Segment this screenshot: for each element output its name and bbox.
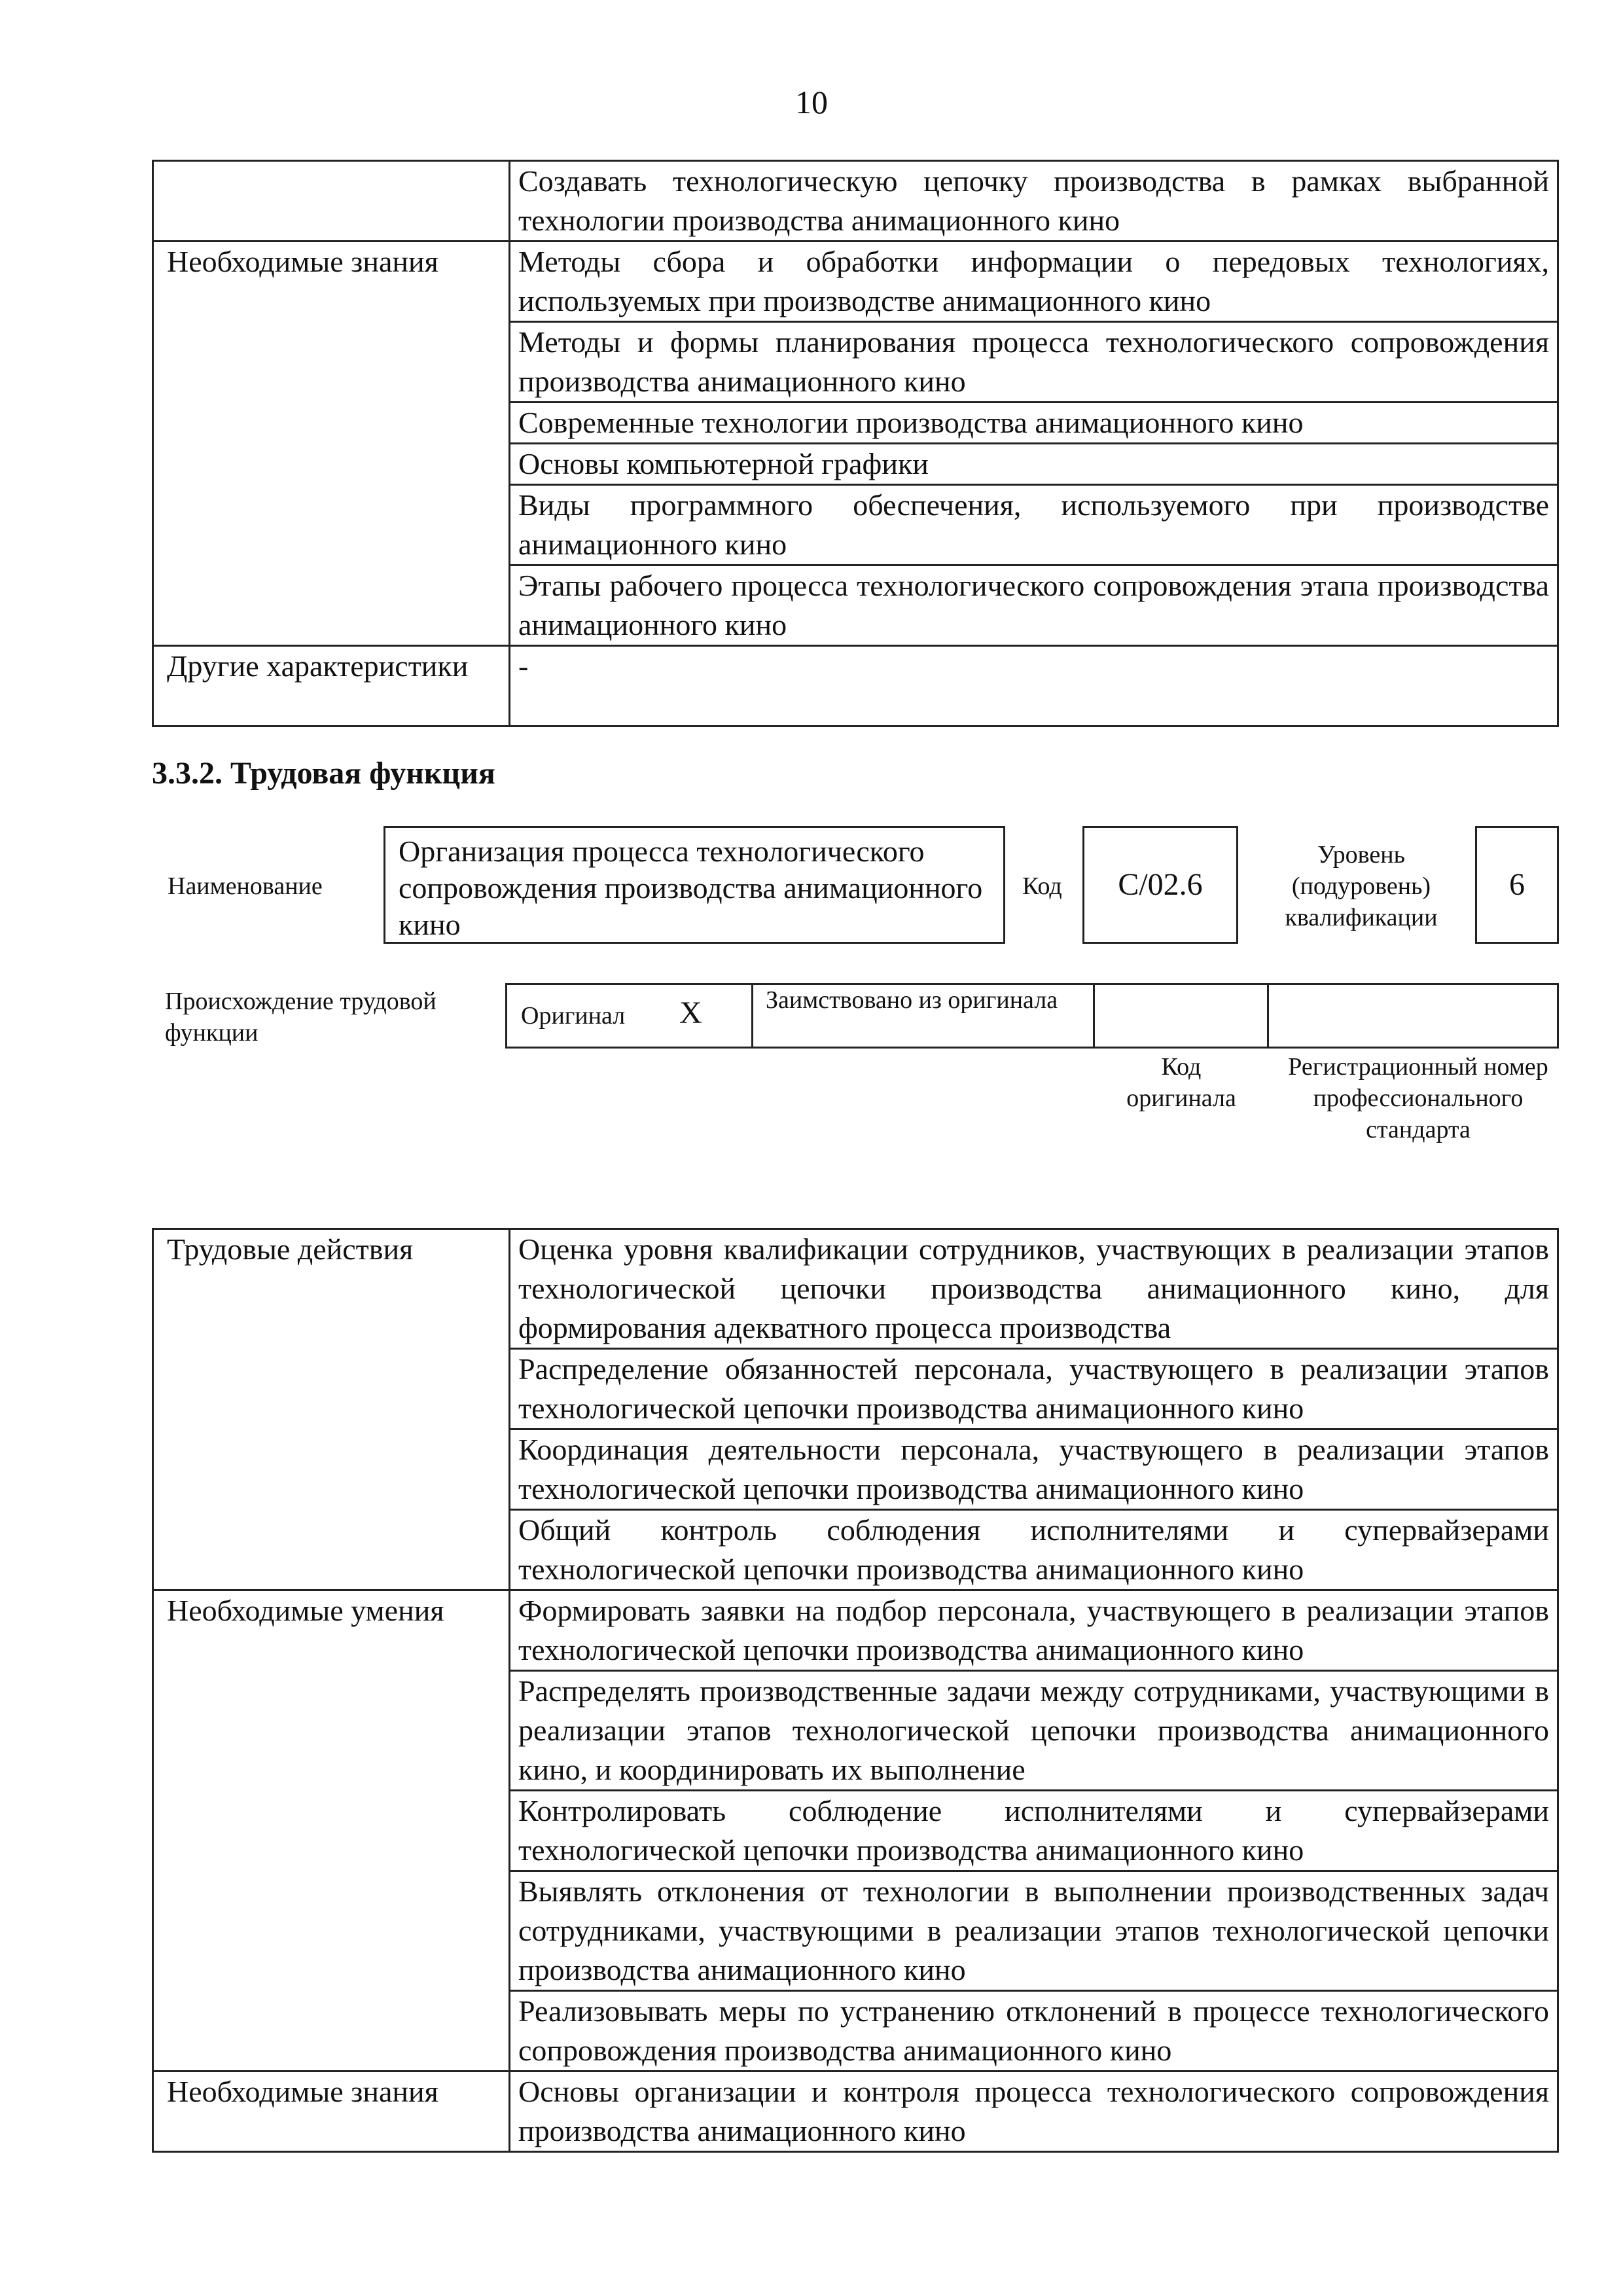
- table-row: [153, 242, 1558, 322]
- table-cell: Выявлять отклонения от технологии в выполнении производственных задач сотрудниками, участвующими в реализации этапов технологической цепочки производства анимационного кино: [510, 1871, 1558, 1991]
- divider: [1267, 983, 1269, 1049]
- table-cell: Координация деятельности персонала, участвующего в реализации этапов технологической цепочки производства анимационного кино: [510, 1429, 1558, 1510]
- table-row: [153, 1229, 1558, 1349]
- section-heading: 3.3.2. Трудовая функция: [152, 756, 495, 791]
- row-label: [153, 161, 510, 242]
- function-name-box: [383, 826, 1005, 944]
- divider: [751, 983, 753, 1049]
- borrowed-label: Заимствовано из оригинала: [766, 986, 1058, 1014]
- original-mark: X: [679, 996, 702, 1030]
- original-label: Оригинал: [521, 1002, 626, 1030]
- row-label-knowledge: Необходимые знания: [153, 242, 510, 646]
- table-row: [153, 161, 1558, 242]
- row-label-skills: Необходимые умения: [153, 1590, 510, 2072]
- table-cell: Этапы рабочего процесса технологического сопровождения этапа производства анимационного кино: [510, 565, 1558, 646]
- table-row: [153, 2072, 1558, 2152]
- row-label-other: Другие характеристики: [153, 646, 510, 726]
- origin-label: Происхождение трудовой функции: [165, 988, 437, 1047]
- table-cell: Реализовывать меры по устранению отклонений в процессе технологического сопровождения производства анимационного кино: [510, 1991, 1558, 2072]
- labor-function-table: [152, 1228, 1559, 2153]
- table-cell: Оценка уровня квалификации сотрудников, участвующих в реализации этапов технологической цепочки производства анимационного кино, для формирования адекватного процесса производства: [510, 1229, 1558, 1349]
- table-cell: Распределять производственные задачи между сотрудниками, участвующими в реализации этапов технологической цепочки производства анимационного кино, и координировать их выполнение: [510, 1671, 1558, 1791]
- level-box: [1475, 826, 1559, 944]
- row-label-actions: Трудовые действия: [153, 1229, 510, 1590]
- table-cell: Основы организации и контроля процесса технологического сопровождения производства анимационного кино: [510, 2072, 1558, 2152]
- level-value: 6: [1509, 867, 1525, 902]
- table-cell: Создавать технологическую цепочку производства в рамках выбранной технологии производства анимационного кино: [510, 161, 1558, 242]
- table-cell: Основы компьютерной графики: [510, 444, 1558, 485]
- table-row: [153, 646, 1558, 726]
- registration-number-caption: Регистрационный номер профессионального стандарта: [1288, 1053, 1548, 1143]
- level-label: Уровень (подуровень) квалификации: [1285, 841, 1438, 931]
- table-cell: -: [510, 646, 1558, 726]
- table-cell: Современные технологии производства анимационного кино: [510, 403, 1558, 444]
- table-cell: Контролировать соблюдение исполнителями и супервайзерами технологической цепочки производства анимационного кино: [510, 1791, 1558, 1871]
- table-cell: Методы сбора и обработки информации о передовых технологиях, используемых при производстве анимационного кино: [510, 242, 1558, 322]
- page-number: 10: [795, 84, 828, 120]
- table-cell: Виды программного обеспечения, используемого при производстве анимационного кино: [510, 485, 1558, 565]
- table-cell: Общий контроль соблюдения исполнителями и супервайзерами технологической цепочки производства анимационного кино: [510, 1510, 1558, 1590]
- table-row: [153, 1590, 1558, 1671]
- code-box: [1082, 826, 1238, 944]
- code-original-caption: Код оригинала: [1126, 1053, 1236, 1112]
- divider: [1093, 983, 1095, 1049]
- knowledge-table-continued: [152, 160, 1559, 727]
- code-label: Код: [1022, 872, 1062, 900]
- row-label-knowledge: Необходимые знания: [153, 2072, 510, 2152]
- name-label: Наименование: [168, 872, 323, 900]
- code-value: C/02.6: [1118, 867, 1203, 902]
- table-cell: Формировать заявки на подбор персонала, участвующего в реализации этапов технологической цепочки производства анимационного кино: [510, 1590, 1558, 1671]
- table-cell: Методы и формы планирования процесса технологического сопровождения производства анимационного кино: [510, 322, 1558, 403]
- function-name: Организация процесса технологического сопровождения производства анимационного кино: [399, 834, 983, 941]
- table-cell: Распределение обязанностей персонала, участвующего в реализации этапов технологической цепочки производства анимационного кино: [510, 1349, 1558, 1429]
